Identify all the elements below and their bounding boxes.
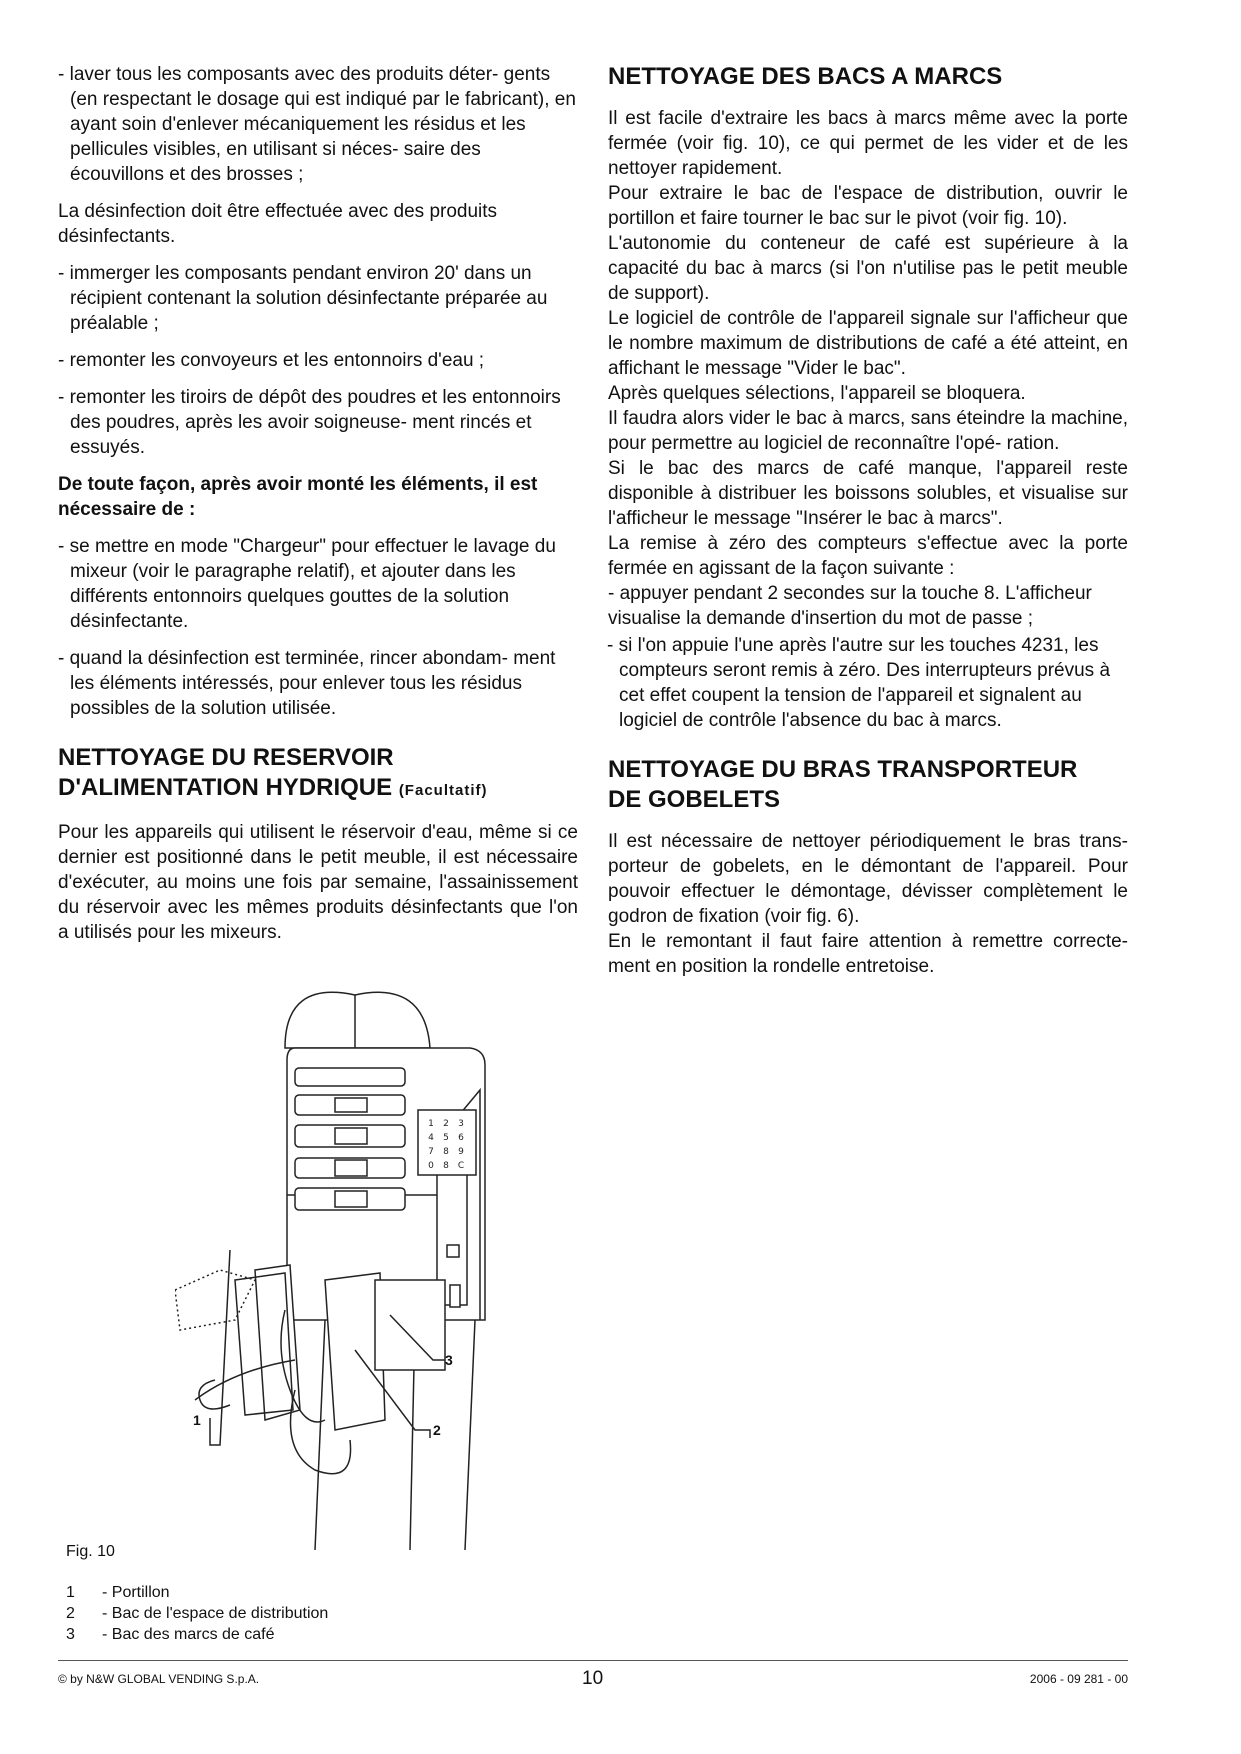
figure-caption: Fig. 10 <box>66 1543 115 1560</box>
keypad-key: 7 <box>428 1147 434 1157</box>
paragraph: Après quelques sélections, l'appareil se bloquera. <box>608 383 1026 404</box>
paragraph: En le remontant il faut faire attention à remettre correcte- ment en position la rondelle entretoise. <box>608 931 1128 977</box>
legend-item <box>66 1624 328 1645</box>
paragraph: Pour extraire le bac de l'espace de distribution, ouvrir le portillon et faire tourner le bac sur le pivot (voir fig. 10). <box>608 183 1128 229</box>
heading-line: NETTOYAGE DU BRAS TRANSPORTEUR <box>608 756 1078 783</box>
legend-number: 2 <box>66 1605 75 1622</box>
keypad-key: 8 <box>443 1161 449 1171</box>
heading-line: DE GOBELETS <box>608 786 781 813</box>
paragraph: Il est facile d'extraire les bacs à marcs même avec la porte fermée (voir fig. 10), ce qui permet de les vider et de les nettoyer rapidement. <box>608 108 1128 179</box>
paragraph-bold: De toute façon, après avoir monté les éléments, il est nécessaire de : <box>58 474 538 520</box>
legend-item <box>66 1603 328 1624</box>
paragraph: - remonter les convoyeurs et les entonnoirs d'eau ; <box>58 350 485 371</box>
paragraph: Si le bac des marcs de café manque, l'appareil reste disponible à distribuer les boissons solubles, et visualise sur l'afficheur le message "Insérer le bac à marcs". <box>608 458 1128 529</box>
keypad-key: 1 <box>428 1119 434 1129</box>
paragraph: La remise à zéro des compteurs s'effectue avec la porte fermée en agissant de la façon suivante : <box>608 533 1128 579</box>
heading-line: NETTOYAGE DU RESERVOIR <box>58 744 394 771</box>
keypad-key: 9 <box>458 1147 464 1157</box>
keypad-key: 6 <box>458 1133 464 1143</box>
callout-number: 3 <box>445 1352 453 1368</box>
left-column <box>58 62 578 957</box>
keypad-key: 4 <box>428 1133 434 1143</box>
vending-machine-drawing <box>175 990 570 1570</box>
paragraph: - quand la désinfection est terminée, rincer abondam- ment les éléments intéressés, pour enlever tous les résidus possibles de la solution utilisée. <box>58 648 556 719</box>
section-heading-reservoir <box>58 743 578 806</box>
section-heading-bras <box>608 755 1128 815</box>
legend-text: - Bac de l'espace de distribution <box>102 1605 329 1622</box>
footer-copyright: © by N&W GLOBAL VENDING S.p.A. <box>58 1672 260 1686</box>
keypad-key: 2 <box>443 1119 449 1129</box>
paragraph: - laver tous les composants avec des produits déter- gents (en respectant le dosage qui est indiqué par le fabricant), en ayant soin d'enlever mécaniquement les résidus et les pellicules visibles, en utilisant si néces- saire des écouvillons et des brosses ; <box>58 64 576 185</box>
heading-note: (Facultatif) <box>398 782 488 799</box>
page-number: 10 <box>582 1668 604 1689</box>
legend-text: - Bac des marcs de café <box>102 1626 275 1643</box>
paragraph: Le logiciel de contrôle de l'appareil signale sur l'afficheur que le nombre maximum de distributions de café a été atteint, en affichant le message "Vider le bac". <box>608 308 1128 379</box>
keypad-key: 3 <box>458 1119 464 1129</box>
legend-text: - Portillon <box>102 1584 170 1601</box>
section-heading-bacs: NETTOYAGE DES BACS A MARCS <box>608 63 1003 90</box>
paragraph: - remonter les tiroirs de dépôt des poudres et les entonnoirs des poudres, après les avoir soigneuse- ment rincés et essuyés. <box>58 387 561 458</box>
legend-item <box>66 1582 328 1603</box>
heading-line: D'ALIMENTATION HYDRIQUE <box>58 774 393 801</box>
paragraph: - appuyer pendant 2 secondes sur la touche 8. L'afficheur visualise la demande d'insertion du mot de passe ; <box>608 583 1092 629</box>
right-column <box>608 62 1128 991</box>
paragraph: Pour les appareils qui utilisent le réservoir d'eau, même si ce dernier est positionné dans le petit meuble, il est nécessaire d'exécuter, au moins une fois par semaine, l'assainissement du réservoir avec les mêmes produits désinfectants que l'on a utilisés pour les mixeurs. <box>58 822 578 943</box>
legend-number: 3 <box>66 1626 75 1643</box>
paragraph: - se mettre en mode "Chargeur" pour effectuer le lavage du mixeur (voir le paragraphe relatif), et ajouter dans les différents entonnoirs quelques gouttes de la solution désinfectante. <box>58 536 556 632</box>
keypad-key: 0 <box>428 1161 434 1171</box>
paragraph: La désinfection doit être effectuée avec des produits désinfectants. <box>58 201 498 247</box>
paragraph: Il faudra alors vider le bac à marcs, sans éteindre la machine, pour permettre au logiciel de reconnaître l'opé- ration. <box>608 408 1128 454</box>
keypad-key: C <box>457 1161 465 1171</box>
paragraph: L'autonomie du conteneur de café est supérieure à la capacité du bac à marcs (si l'on n'utilise pas le petit meuble de support). <box>608 233 1128 304</box>
document-code: 2006 - 09 281 - 00 <box>1029 1672 1128 1686</box>
keypad-key: 8 <box>443 1147 449 1157</box>
callout-number: 1 <box>193 1412 201 1428</box>
paragraph: - immerger les composants pendant environ 20' dans un récipient contenant la solution désinfectante préparée au préalable ; <box>58 263 548 334</box>
footer-divider <box>58 1660 1128 1661</box>
vending-machine-figure <box>175 990 570 1570</box>
legend-number: 1 <box>66 1584 75 1601</box>
callout-number: 2 <box>433 1422 441 1438</box>
figure-legend <box>66 1582 328 1645</box>
paragraph: Il est nécessaire de nettoyer périodiquement le bras trans- porteur de gobelets, en le démontant de l'appareil. Pour pouvoir effectuer le démontage, dévisser complètement le godron de fixation (voir fig. 6). <box>608 831 1128 927</box>
keypad-key: 5 <box>443 1133 449 1143</box>
paragraph: - si l'on appuie l'une après l'autre sur les touches 4231, les compteurs seront remis à zéro. Des interrupteurs prévus à cet effet coupent la tension de l'appareil et signalent au logiciel de contrôle l'absence du bac à marcs. <box>607 635 1111 731</box>
